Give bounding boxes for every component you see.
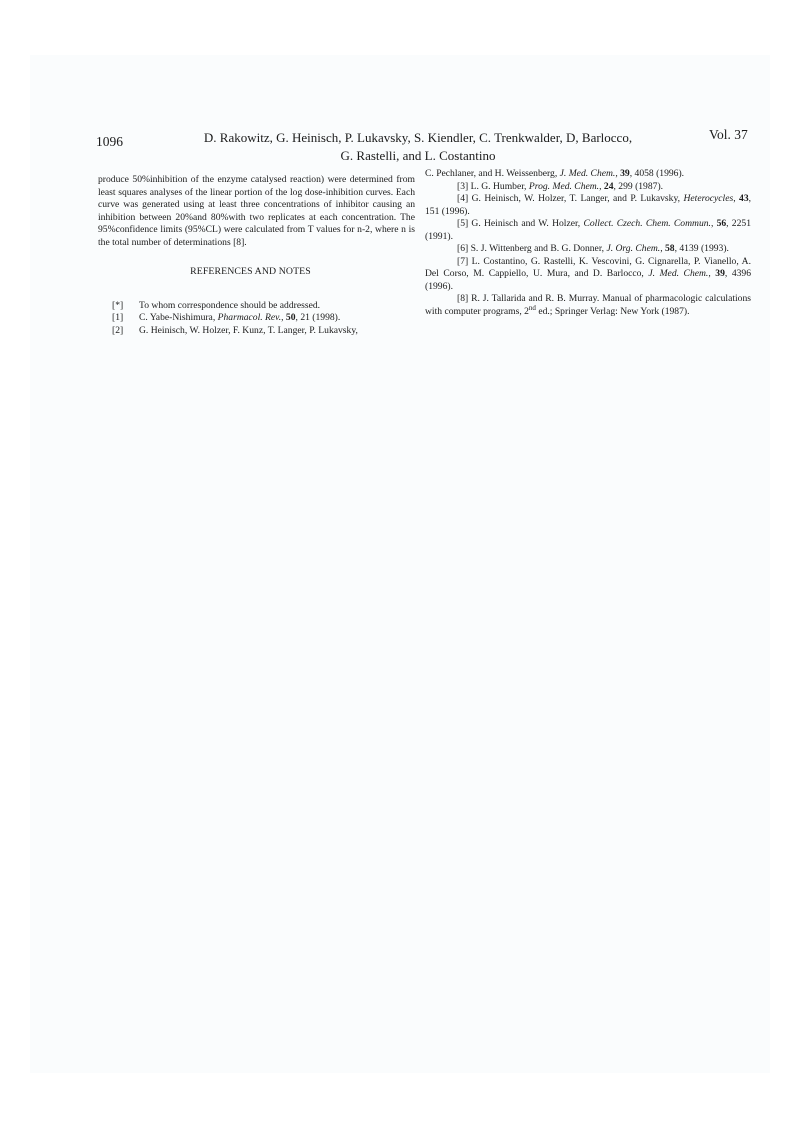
reference-number: [1]	[112, 312, 124, 324]
reference-item: C. Pechlaner, and H. Weissenberg, J. Med. Chem., 39, 4058 (1996).	[425, 168, 685, 179]
reference-item: [8] R. J. Tallarida and R. B. Murray. Manual of pharmacologic calculations with computer programs, 2nd ed.; Springer Verlag: New York (1987).	[425, 293, 751, 318]
volume-label: Vol. 37	[709, 127, 748, 142]
body-paragraph: produce 50%inhibition of the enzyme catalysed reaction) were determined from least squares analyses of the linear portion of the log dose-inhibition curves. Each curve was generated using at least three concentrations of inhibitor causing an inhibition between 20%and 80%with two replicates at each concentration. The 95%confidence limits (95%CL) were calculated from T values for n-2, where n is the total number of determinations [8].	[98, 174, 415, 248]
reference-item: [6] S. J. Wittenberg and B. G. Donner, J. Org. Chem., 58, 4139 (1993).	[457, 243, 729, 255]
reference-item: [7] L. Costantino, G. Rastelli, K. Vescovini, G. Cignarella, P. Vianello, A. Del Corso, M. Cappiello, U. Mura, and D. Barlocco, J. Med. Chem., 39, 4396 (1996).	[425, 255, 751, 292]
reference-text: G. Heinisch, W. Holzer, F. Kunz, T. Langer, P. Lukavsky,	[139, 324, 358, 336]
reference-text: C. Yabe-Nishimura, Pharmacol. Rev., 50, 21 (1998).	[139, 312, 341, 324]
running-header-authors	[168, 129, 668, 165]
right-column	[425, 168, 751, 319]
reference-item: [5] G. Heinisch and W. Holzer, Collect. Czech. Chem. Commun., 56, 2251 (1991).	[425, 218, 751, 242]
references-heading: REFERENCES AND NOTES	[190, 266, 311, 278]
page-number: 1096	[96, 134, 123, 149]
authors-line-2: G. Rastelli, and L. Costantino	[340, 148, 496, 163]
reference-item: [3] L. G. Humber, Prog. Med. Chem., 24, 299 (1987).	[457, 180, 664, 192]
reference-text: To whom correspondence should be addressed.	[139, 299, 321, 311]
reference-item: [4] G. Heinisch, W. Holzer, T. Langer, and P. Lukavsky, Heterocycles, 43, 151 (1996).	[425, 193, 752, 217]
left-column	[98, 174, 415, 337]
reference-item	[98, 325, 415, 338]
reference-list-left	[98, 300, 415, 338]
reference-item	[98, 312, 415, 325]
reference-item	[98, 300, 415, 313]
authors-line-1: D. Rakowitz, G. Heinisch, P. Lukavsky, S. Kiendler, C. Trenkwalder, D, Barlocco,	[203, 130, 633, 145]
reference-number: [2]	[112, 324, 124, 336]
reference-number: [*]	[112, 299, 124, 311]
